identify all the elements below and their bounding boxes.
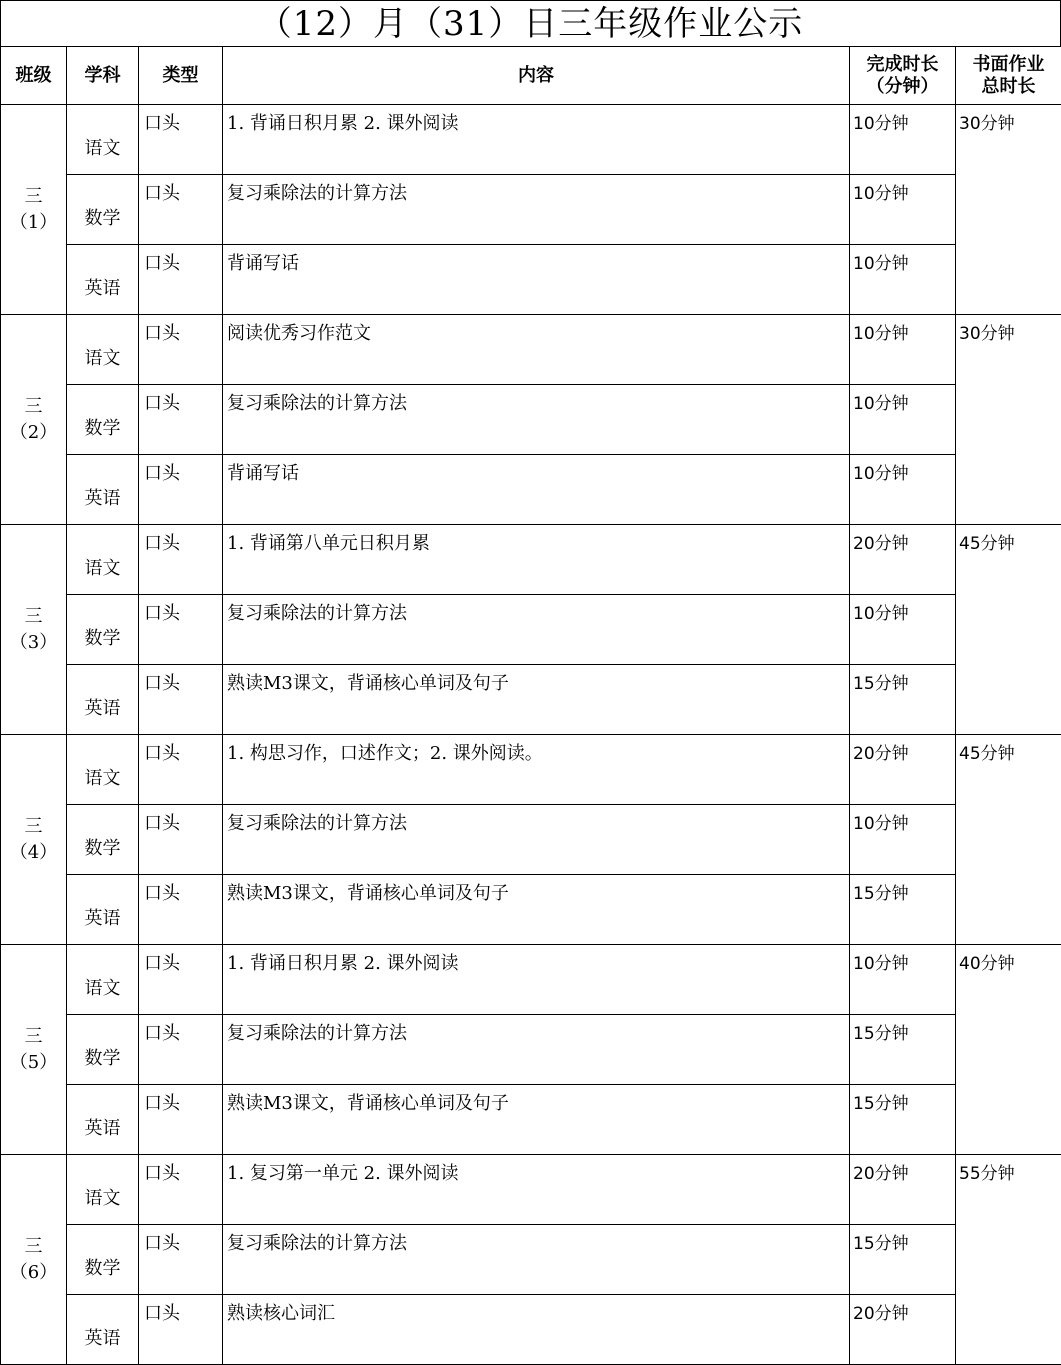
total-duration-cell: 30分钟 bbox=[956, 105, 1061, 315]
header-content: 内容 bbox=[223, 47, 850, 105]
type-cell: 口头 bbox=[139, 595, 223, 665]
table-row bbox=[1, 105, 1061, 175]
duration-cell: 10分钟 bbox=[850, 105, 956, 175]
header-type: 类型 bbox=[139, 47, 223, 105]
duration-cell: 15分钟 bbox=[850, 665, 956, 735]
duration-cell: 15分钟 bbox=[850, 875, 956, 945]
duration-cell: 15分钟 bbox=[850, 1085, 956, 1155]
type-cell: 口头 bbox=[139, 1085, 223, 1155]
type-cell: 口头 bbox=[139, 105, 223, 175]
class-name-line1: 三 bbox=[24, 815, 43, 837]
class-cell bbox=[1, 735, 67, 945]
duration-cell: 20分钟 bbox=[850, 1295, 956, 1365]
content-cell: 熟读M3课文，背诵核心单词及句子 bbox=[223, 1085, 850, 1155]
class-name-line1: 三 bbox=[24, 605, 43, 627]
type-cell: 口头 bbox=[139, 1295, 223, 1365]
type-cell: 口头 bbox=[139, 945, 223, 1015]
duration-cell: 15分钟 bbox=[850, 1225, 956, 1295]
type-cell: 口头 bbox=[139, 665, 223, 735]
table-row bbox=[1, 1225, 1061, 1295]
duration-cell: 20分钟 bbox=[850, 735, 956, 805]
header-duration-line2: （分钟） bbox=[866, 75, 939, 97]
type-cell: 口头 bbox=[139, 455, 223, 525]
table-row bbox=[1, 595, 1061, 665]
subject-cell: 英语 bbox=[67, 665, 139, 735]
subject-cell: 英语 bbox=[67, 1085, 139, 1155]
class-name-line2: （1） bbox=[9, 211, 58, 233]
table-row bbox=[1, 945, 1061, 1015]
content-cell: 1. 背诵日积月累 2. 课外阅读 bbox=[223, 105, 850, 175]
type-cell: 口头 bbox=[139, 525, 223, 595]
table-row bbox=[1, 1155, 1061, 1225]
table-row bbox=[1, 525, 1061, 595]
page-title: （12）月（31）日三年级作业公示 bbox=[0, 0, 1061, 46]
class-cell bbox=[1, 525, 67, 735]
table-row bbox=[1, 875, 1061, 945]
duration-cell: 10分钟 bbox=[850, 455, 956, 525]
table-row bbox=[1, 385, 1061, 455]
subject-cell: 数学 bbox=[67, 1225, 139, 1295]
class-name-line2: （3） bbox=[9, 631, 58, 653]
content-cell: 复习乘除法的计算方法 bbox=[223, 1225, 850, 1295]
table-row bbox=[1, 175, 1061, 245]
header-total-line1: 书面作业 bbox=[972, 53, 1045, 75]
total-duration-cell: 40分钟 bbox=[956, 945, 1061, 1155]
homework-table bbox=[0, 46, 1061, 1365]
class-cell bbox=[1, 1155, 67, 1365]
subject-cell: 英语 bbox=[67, 875, 139, 945]
header-total bbox=[956, 47, 1061, 105]
content-cell: 复习乘除法的计算方法 bbox=[223, 1015, 850, 1085]
content-cell: 背诵写话 bbox=[223, 455, 850, 525]
content-cell: 复习乘除法的计算方法 bbox=[223, 805, 850, 875]
subject-cell: 数学 bbox=[67, 1015, 139, 1085]
class-name-line1: 三 bbox=[24, 1235, 43, 1257]
class-cell bbox=[1, 105, 67, 315]
total-duration-cell: 55分钟 bbox=[956, 1155, 1061, 1365]
type-cell: 口头 bbox=[139, 875, 223, 945]
table-row bbox=[1, 1015, 1061, 1085]
table-body bbox=[1, 105, 1061, 1365]
content-cell: 熟读M3课文，背诵核心单词及句子 bbox=[223, 665, 850, 735]
content-cell: 复习乘除法的计算方法 bbox=[223, 595, 850, 665]
header-duration-line1: 完成时长 bbox=[866, 53, 939, 75]
type-cell: 口头 bbox=[139, 245, 223, 315]
content-cell: 复习乘除法的计算方法 bbox=[223, 175, 850, 245]
header-row bbox=[1, 47, 1061, 105]
table-row bbox=[1, 665, 1061, 735]
subject-cell: 英语 bbox=[67, 1295, 139, 1365]
duration-cell: 10分钟 bbox=[850, 385, 956, 455]
type-cell: 口头 bbox=[139, 735, 223, 805]
total-duration-cell: 30分钟 bbox=[956, 315, 1061, 525]
subject-cell: 英语 bbox=[67, 455, 139, 525]
duration-cell: 15分钟 bbox=[850, 1015, 956, 1085]
subject-cell: 语文 bbox=[67, 315, 139, 385]
type-cell: 口头 bbox=[139, 1225, 223, 1295]
header-class: 班级 bbox=[1, 47, 67, 105]
content-cell: 1. 复习第一单元 2. 课外阅读 bbox=[223, 1155, 850, 1225]
class-name-line1: 三 bbox=[24, 185, 43, 207]
subject-cell: 数学 bbox=[67, 175, 139, 245]
header-duration bbox=[850, 47, 956, 105]
content-cell: 熟读M3课文，背诵核心单词及句子 bbox=[223, 875, 850, 945]
duration-cell: 10分钟 bbox=[850, 945, 956, 1015]
table-row bbox=[1, 245, 1061, 315]
type-cell: 口头 bbox=[139, 385, 223, 455]
table-row bbox=[1, 1085, 1061, 1155]
total-duration-cell: 45分钟 bbox=[956, 735, 1061, 945]
type-cell: 口头 bbox=[139, 175, 223, 245]
duration-cell: 10分钟 bbox=[850, 245, 956, 315]
subject-cell: 数学 bbox=[67, 805, 139, 875]
type-cell: 口头 bbox=[139, 805, 223, 875]
class-cell bbox=[1, 945, 67, 1155]
class-name-line1: 三 bbox=[24, 395, 43, 417]
subject-cell: 语文 bbox=[67, 525, 139, 595]
class-name-line1: 三 bbox=[24, 1025, 43, 1047]
duration-cell: 20分钟 bbox=[850, 525, 956, 595]
content-cell: 熟读核心词汇 bbox=[223, 1295, 850, 1365]
duration-cell: 20分钟 bbox=[850, 1155, 956, 1225]
duration-cell: 10分钟 bbox=[850, 315, 956, 385]
table-row bbox=[1, 315, 1061, 385]
table-row bbox=[1, 1295, 1061, 1365]
class-name-line2: （6） bbox=[9, 1261, 58, 1283]
subject-cell: 数学 bbox=[67, 595, 139, 665]
subject-cell: 语文 bbox=[67, 105, 139, 175]
table-row bbox=[1, 735, 1061, 805]
total-duration-cell: 45分钟 bbox=[956, 525, 1061, 735]
class-cell bbox=[1, 315, 67, 525]
content-cell: 1. 背诵日积月累 2. 课外阅读 bbox=[223, 945, 850, 1015]
subject-cell: 数学 bbox=[67, 385, 139, 455]
subject-cell: 语文 bbox=[67, 945, 139, 1015]
header-subject: 学科 bbox=[67, 47, 139, 105]
table-row bbox=[1, 805, 1061, 875]
content-cell: 背诵写话 bbox=[223, 245, 850, 315]
content-cell: 阅读优秀习作范文 bbox=[223, 315, 850, 385]
duration-cell: 10分钟 bbox=[850, 175, 956, 245]
content-cell: 1. 构思习作，口述作文；2. 课外阅读。 bbox=[223, 735, 850, 805]
subject-cell: 语文 bbox=[67, 1155, 139, 1225]
content-cell: 1. 背诵第八单元日积月累 bbox=[223, 525, 850, 595]
table-row bbox=[1, 455, 1061, 525]
header-total-line2: 总时长 bbox=[981, 75, 1036, 97]
subject-cell: 英语 bbox=[67, 245, 139, 315]
type-cell: 口头 bbox=[139, 315, 223, 385]
subject-cell: 语文 bbox=[67, 735, 139, 805]
class-name-line2: （4） bbox=[9, 841, 58, 863]
class-name-line2: （2） bbox=[9, 421, 58, 443]
duration-cell: 10分钟 bbox=[850, 805, 956, 875]
duration-cell: 10分钟 bbox=[850, 595, 956, 665]
class-name-line2: （5） bbox=[9, 1051, 58, 1073]
type-cell: 口头 bbox=[139, 1155, 223, 1225]
content-cell: 复习乘除法的计算方法 bbox=[223, 385, 850, 455]
type-cell: 口头 bbox=[139, 1015, 223, 1085]
